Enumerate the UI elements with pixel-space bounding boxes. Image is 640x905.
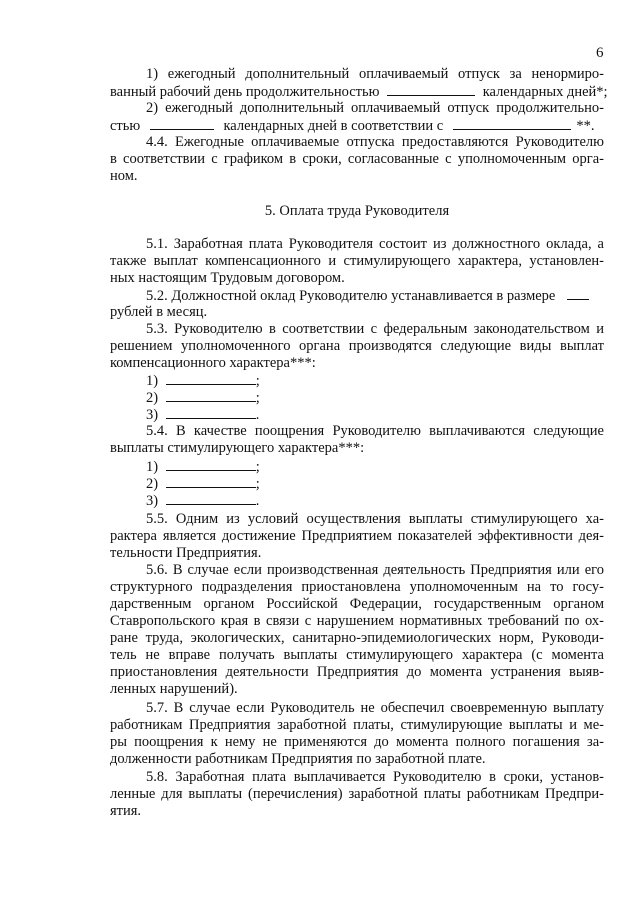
- text-line: выплаты стимулирующего характера***:: [110, 440, 365, 456]
- text-line: ры поощрения к нему не применяются до момента полного погашения за-: [110, 734, 604, 750]
- text-fragment: календарных дней*;: [482, 84, 608, 100]
- list-number: 3): [146, 493, 159, 509]
- text-line: 5.4. В качестве поощрения Руководителю выплачиваются следующие: [146, 423, 604, 439]
- text-line: рактера является достижение Предприятием показателей эффективности дея-: [110, 528, 604, 544]
- text-line: тельности Предприятия.: [110, 545, 262, 561]
- list-item: [146, 389, 604, 407]
- text-fragment: ванный рабочий день продолжительностью: [110, 84, 380, 100]
- text-line: также выплат компенсационного и стимулирующего характера, установлен-: [110, 253, 604, 269]
- text-line: в соответствии с графиком в сроки, согласованные с уполномоченным орга-: [110, 151, 604, 167]
- fill-in-blank[interactable]: [453, 117, 571, 130]
- text-fragment: календарных дней в соответствии с: [223, 118, 444, 134]
- text-line: долженности работникам Предприятия по заработной плате.: [110, 751, 486, 767]
- text-line: рублей в месяц.: [110, 304, 208, 320]
- list-number: 2): [146, 390, 159, 406]
- list-item: [146, 458, 604, 476]
- text-line: ленные для выплаты (перечисления) заработной платы работникам Предпри-: [110, 786, 604, 802]
- text-line: 5.1. Заработная плата Руководителя состоит из должностного оклада, а: [146, 236, 604, 252]
- text-line: ленных нарушений).: [110, 681, 238, 697]
- section-heading: 5. Оплата труда Руководителя: [264, 203, 450, 219]
- text-line: [110, 83, 608, 101]
- text-line: ных настоящим Трудовым договором.: [110, 270, 345, 286]
- list-item: [146, 492, 604, 510]
- fill-in-blank[interactable]: [166, 406, 256, 419]
- list-item: [146, 406, 604, 424]
- text-line: Ставропольского края в связи с нарушением нормативных требований по ох-: [110, 613, 604, 629]
- text-line: дарственным органом Российской Федерации, государственным органом: [110, 596, 604, 612]
- fill-in-blank[interactable]: [166, 475, 256, 488]
- text-fragment: **.: [576, 118, 595, 134]
- list-number: 1): [146, 373, 159, 389]
- text-fragment: 5.2. Должностной оклад Руководителю устанавливается в размере: [146, 288, 556, 304]
- fill-in-blank[interactable]: [166, 372, 256, 385]
- text-line: структурного подразделения приостановлена уполномоченным на то госу-: [110, 579, 604, 595]
- text-line: приостановления деятельности Предприятия до момента устранения выяв-: [110, 664, 604, 680]
- text-line: 2) ежегодный дополнительный оплачиваемый отпуск продолжительно-: [146, 100, 604, 116]
- fill-in-blank[interactable]: [150, 117, 214, 130]
- page-number: 6: [596, 45, 604, 61]
- list-end: ;: [255, 373, 260, 389]
- list-item: [146, 372, 604, 390]
- text-fragment: стью: [110, 118, 141, 134]
- fill-in-blank[interactable]: [166, 458, 256, 471]
- list-end: .: [255, 493, 260, 509]
- text-line: 5.8. Заработная плата выплачивается Руководителю в сроки, установ-: [146, 769, 604, 785]
- text-line: ном.: [110, 168, 138, 184]
- text-line: ятия.: [110, 803, 142, 819]
- list-number: 1): [146, 459, 159, 475]
- text-line: 5.5. Одним из условий осуществления выплаты стимулирующего ха-: [146, 511, 604, 527]
- text-line: 4.4. Ежегодные оплачиваемые отпуска предоставляются Руководителю: [146, 134, 604, 150]
- fill-in-blank[interactable]: [567, 287, 589, 300]
- list-number: 2): [146, 476, 159, 492]
- text-line: [110, 117, 604, 135]
- list-end: ;: [255, 476, 260, 492]
- text-line: 5.6. В случае если производственная деятельность Предприятия или его: [146, 562, 604, 578]
- text-line: тель не вправе получать выплаты стимулирующего характера (с момента: [110, 647, 604, 663]
- fill-in-blank[interactable]: [166, 492, 256, 505]
- list-item: [146, 475, 604, 493]
- fill-in-blank[interactable]: [166, 389, 256, 402]
- text-line: 5.3. Руководителю в соответствии с федеральным законодательством и: [146, 321, 604, 337]
- text-line: решением уполномоченного органа производятся следующие виды выплат: [110, 338, 604, 354]
- list-end: .: [255, 407, 260, 423]
- text-line: работникам Предприятия заработной платы, стимулирующие выплаты и ме-: [110, 717, 604, 733]
- text-line: компенсационного характера***:: [110, 355, 316, 371]
- list-end: ;: [255, 390, 260, 406]
- list-end: ;: [255, 459, 260, 475]
- list-number: 3): [146, 407, 159, 423]
- text-line: [146, 287, 604, 305]
- text-line: ране труда, экологических, санитарно-эпидемиологических норм, Руководи-: [110, 630, 604, 646]
- fill-in-blank[interactable]: [387, 83, 475, 96]
- text-line: 1) ежегодный дополнительный оплачиваемый отпуск за ненормиро-: [146, 66, 604, 82]
- text-line: 5.7. В случае если Руководитель не обеспечил своевременную выплату: [146, 700, 604, 716]
